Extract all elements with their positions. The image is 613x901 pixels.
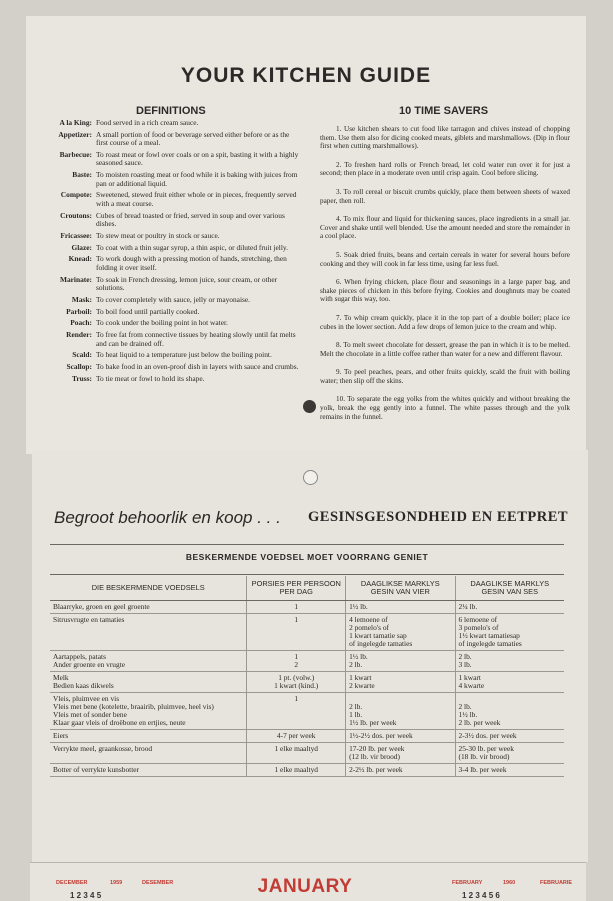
definition-term: Glaze:	[71, 242, 92, 252]
column-header: PORSIES PER PERSOON PER DAG	[247, 576, 346, 601]
definition-term: Truss:	[72, 374, 92, 383]
prev-year: 1959	[110, 880, 123, 886]
definition-term: A la King:	[59, 118, 92, 127]
table-cell: 1½-2½ dos. per week	[346, 730, 455, 743]
page-title: YOUR KITCHEN GUIDE	[180, 64, 432, 87]
table-cell: 6 lemoene of 3 pomelo's of 1½ kwart tamatiesap of ingelegde tamaties	[455, 614, 564, 651]
definition-term: Barbecue:	[59, 150, 92, 159]
definition-text: A small portion of food or beverage served either before or as the first course of a meal.	[96, 129, 290, 148]
definition-item	[44, 331, 302, 348]
table-cell: 2-3½ dos. per week	[455, 730, 564, 743]
definition-term: Fricassee:	[60, 230, 92, 240]
definition-item	[44, 171, 302, 188]
punch-hole	[303, 400, 316, 413]
table-cell: 1½ lb.	[346, 601, 455, 614]
definition-text: To bake food in an oven-proof dish in layers with sauce and crumbs.	[96, 362, 299, 372]
definition-term: Marinate:	[59, 274, 92, 284]
table-cell: 1 2	[247, 651, 346, 672]
column-header: DAAGLIKSE MARKLYS GESIN VAN SES	[455, 576, 564, 601]
table-cell: 1	[247, 614, 346, 651]
definition-text: To work dough with a pressing motion of hands, stretching, then folding it over itself.	[96, 254, 287, 272]
definition-item	[44, 296, 302, 304]
definition-item	[44, 244, 302, 252]
table-row	[50, 614, 564, 651]
column-header: DAAGLIKSE MARKLYS GESIN VAN VIER	[346, 576, 455, 601]
definition-item	[44, 212, 302, 229]
definition-item	[44, 363, 302, 371]
definition-text: To soak in French dressing, lemon juice, sour cream, or other solutions.	[96, 274, 278, 293]
definition-term: Mask:	[71, 294, 92, 304]
budget-heading: Begroot behoorlik en koop . . .	[54, 508, 281, 527]
definition-item	[44, 151, 302, 168]
table-row	[50, 743, 564, 764]
next-month-label-afr: FEBRUARIE	[540, 880, 573, 886]
next-month-label: FEBRUARY	[452, 880, 483, 886]
table-cell: 2-2½ lb. per week	[346, 764, 455, 777]
definitions-list	[44, 119, 302, 387]
definition-text: To stew meat or poultry in stock or sauce.	[96, 230, 220, 240]
table-cell: Vleis, pluimvee en vis Vleis met bene (kotelette, braairib, pluimvee, heel vis) Vleis met of sonder bene Klaar gaar vleis of droëbone en ertjies, neute	[50, 693, 247, 730]
definition-text: Food served in a rich cream sauce.	[96, 118, 199, 127]
table-cell: 1	[247, 601, 346, 614]
time-saver-item: 8. To melt sweet chocolate for dessert, grease the pan in which it is to be melted. Melt the chocolate in a little coffee rather than water for a new and different flavour.	[320, 341, 570, 358]
time-savers-heading: 10 TIME SAVERS	[399, 105, 489, 117]
table-cell: 1 elke maaltyd	[247, 743, 346, 764]
time-savers-list	[320, 125, 570, 431]
definition-text: To heat liquid to a temperature just below the boiling point.	[96, 350, 272, 360]
definition-item	[44, 255, 302, 272]
definition-text: To cook under the boiling point in hot water.	[96, 318, 228, 328]
table-row	[50, 601, 564, 614]
table-row	[50, 672, 564, 693]
time-saver-item: 9. To peel peaches, pears, and other fruits quickly, scald the fruit with boiling water; then slip off the skins.	[320, 368, 570, 385]
definition-text: To cover completely with sauce, jelly or mayonaise.	[96, 294, 251, 304]
family-health-heading: GESINSGESONDHEID EN EETPRET	[308, 509, 569, 525]
definition-text: To coat with a thin sugar syrup, a thin aspic, or diluted fruit jelly.	[96, 242, 288, 252]
definition-text: To roast meat or fowl over coals or on a spit, basting it with a highly seasoned sauce.	[96, 150, 299, 168]
table-cell: 2 lb. 3 lb.	[455, 651, 564, 672]
table-cell: 1	[247, 693, 346, 730]
definition-item	[44, 308, 302, 316]
table-cell: 17-20 lb. per week (12 lb. vir brood)	[346, 743, 455, 764]
definition-item	[44, 191, 302, 208]
definition-item	[44, 119, 302, 127]
definition-term: Scald:	[72, 350, 92, 360]
table-row	[50, 764, 564, 777]
table-cell: 4-7 per week	[247, 730, 346, 743]
table-cell: 2 lb. 1½ lb. 2 lb. per week	[455, 693, 564, 730]
definition-term: Parboil:	[66, 306, 92, 316]
table-row	[50, 651, 564, 672]
table-cell: 1 kwart 4 kwarte	[455, 672, 564, 693]
table-row	[50, 730, 564, 743]
table-cell: 1 kwart 2 kwarte	[346, 672, 455, 693]
definition-text: Cubes of bread toasted or fried, served in soup and over various dishes.	[96, 210, 285, 229]
table-subtitle: BESKERMENDE VOEDSEL MOET VOORRANG GENIET	[185, 552, 429, 562]
table-cell: 3-4 lb. per week	[455, 764, 564, 777]
table-cell: 2¼ lb.	[455, 601, 564, 614]
definition-term: Knead:	[68, 254, 92, 264]
time-saver-item: 2. To freshen hard rolls or French bread, let cold water run over it for just a second; then place in a moderate oven until crisp again. Cool before slicing.	[320, 160, 570, 178]
table-row	[50, 693, 564, 730]
divider	[50, 574, 564, 575]
table-cell: Aartappels, patats Ander groente en vrugte	[50, 651, 247, 672]
definition-item	[44, 351, 302, 359]
time-saver-item: 7. To whip cream quickly, place it in the top part of a double boiler; place ice cubes in the lower section. Add a few drops of lemon juice to the cream and whip.	[320, 313, 570, 331]
definition-text: To free fat from connective tissues by heating slowly until fat melts and can be drained off.	[96, 330, 296, 348]
definition-item	[44, 319, 302, 327]
divider	[50, 544, 564, 545]
definition-term: Croutons:	[60, 210, 92, 220]
prev-month-label: DECEMBER	[56, 880, 88, 886]
table-header-row	[50, 576, 564, 601]
definition-term: Poach:	[70, 318, 92, 328]
column-header: DIE BESKERMENDE VOEDSELS	[50, 576, 247, 601]
table-cell: 2 lb. 1 lb. 1½ lb. per week	[346, 693, 455, 730]
definition-text: To boil food until partially cooked.	[96, 306, 200, 316]
definition-term: Compote:	[60, 190, 92, 200]
time-saver-item: 6. When frying chicken, place flour and seasonings in a large paper bag, and shake pieces of chicken in this before frying. Cookies and doughnuts may be coated with sugar this way, too.	[320, 278, 570, 304]
table-cell: Botter of verrykte kunsbotter	[50, 764, 247, 777]
table-cell: 1 elke maaltyd	[247, 764, 346, 777]
food-table	[50, 576, 564, 777]
table-cell: Eiers	[50, 730, 247, 743]
definition-term: Render:	[66, 330, 92, 340]
definitions-heading: DEFINITIONS	[136, 105, 206, 117]
prev-month-days: 1 2 3 4 5	[70, 891, 102, 900]
definition-text: To tie meat or fowl to hold its shape.	[96, 374, 205, 383]
table-cell: 1½ lb. 2 lb.	[346, 651, 455, 672]
table-cell: Melk Bedien kaas dikwels	[50, 672, 247, 693]
table-cell: 1 pt. (volw.) 1 kwart (kind.)	[247, 672, 346, 693]
time-saver-item: 10. To separate the egg yolks from the whites quickly and without breaking the yolk, break the egg gently into a funnel. The white passes through and the yolk remains in the funnel.	[320, 395, 570, 421]
time-saver-item: 4. To mix flour and liquid for thickening sauces, place ingredients in a small jar. Cover and shake until well blended. Use the amount needed and store the remainder in a cool place.	[320, 215, 570, 241]
definition-item	[44, 131, 302, 148]
time-saver-item: 1. Use kitchen shears to cut food like tarragon and chives instead of chopping them. Use them also for dicing cooked meats, giblets and marshmallows. (Dip in flour first when cutting marshmallows).	[320, 125, 570, 151]
definition-term: Appetizer:	[58, 129, 92, 139]
definition-term: Scallop:	[66, 362, 92, 372]
punch-hole	[303, 470, 318, 485]
calendar-month: JANUARY	[257, 876, 353, 897]
next-year: 1960	[503, 880, 516, 886]
time-saver-item: 3. To roll cereal or biscuit crumbs quickly, place them between sheets of waxed paper, then roll.	[320, 187, 570, 205]
definition-term: Baste:	[72, 170, 92, 180]
definition-text: Sweetened, stewed fruit either whole or in pieces, frequently served with a meat course.	[96, 190, 297, 208]
definition-item	[44, 375, 302, 383]
table-cell: Verrykte meel, graankosse, brood	[50, 743, 247, 764]
table-cell: 4 lemoene of 2 pomelo's of 1 kwart tamatie sap of ingelegde tamaties	[346, 614, 455, 651]
definition-item	[44, 232, 302, 240]
time-saver-item: 5. Soak dried fruits, beans and certain cereals in water for several hours before cooking and they will cook in far less time, using far less fuel.	[320, 250, 570, 268]
prev-month-label-afr: DESEMBER	[142, 880, 174, 886]
definition-text: To moisten roasting meat or food while it is baking with juices from pan or additional liquid.	[96, 170, 298, 188]
table-cell: Sitrusvrugte en tamaties	[50, 614, 247, 651]
table-cell: 25-30 lb. per week (18 lb. vir brood)	[455, 743, 564, 764]
next-month-days: 1 2 3 4 5 6	[462, 891, 500, 900]
table-cell: Blaarryke, groen en geel groente	[50, 601, 247, 614]
definition-item	[44, 276, 302, 293]
